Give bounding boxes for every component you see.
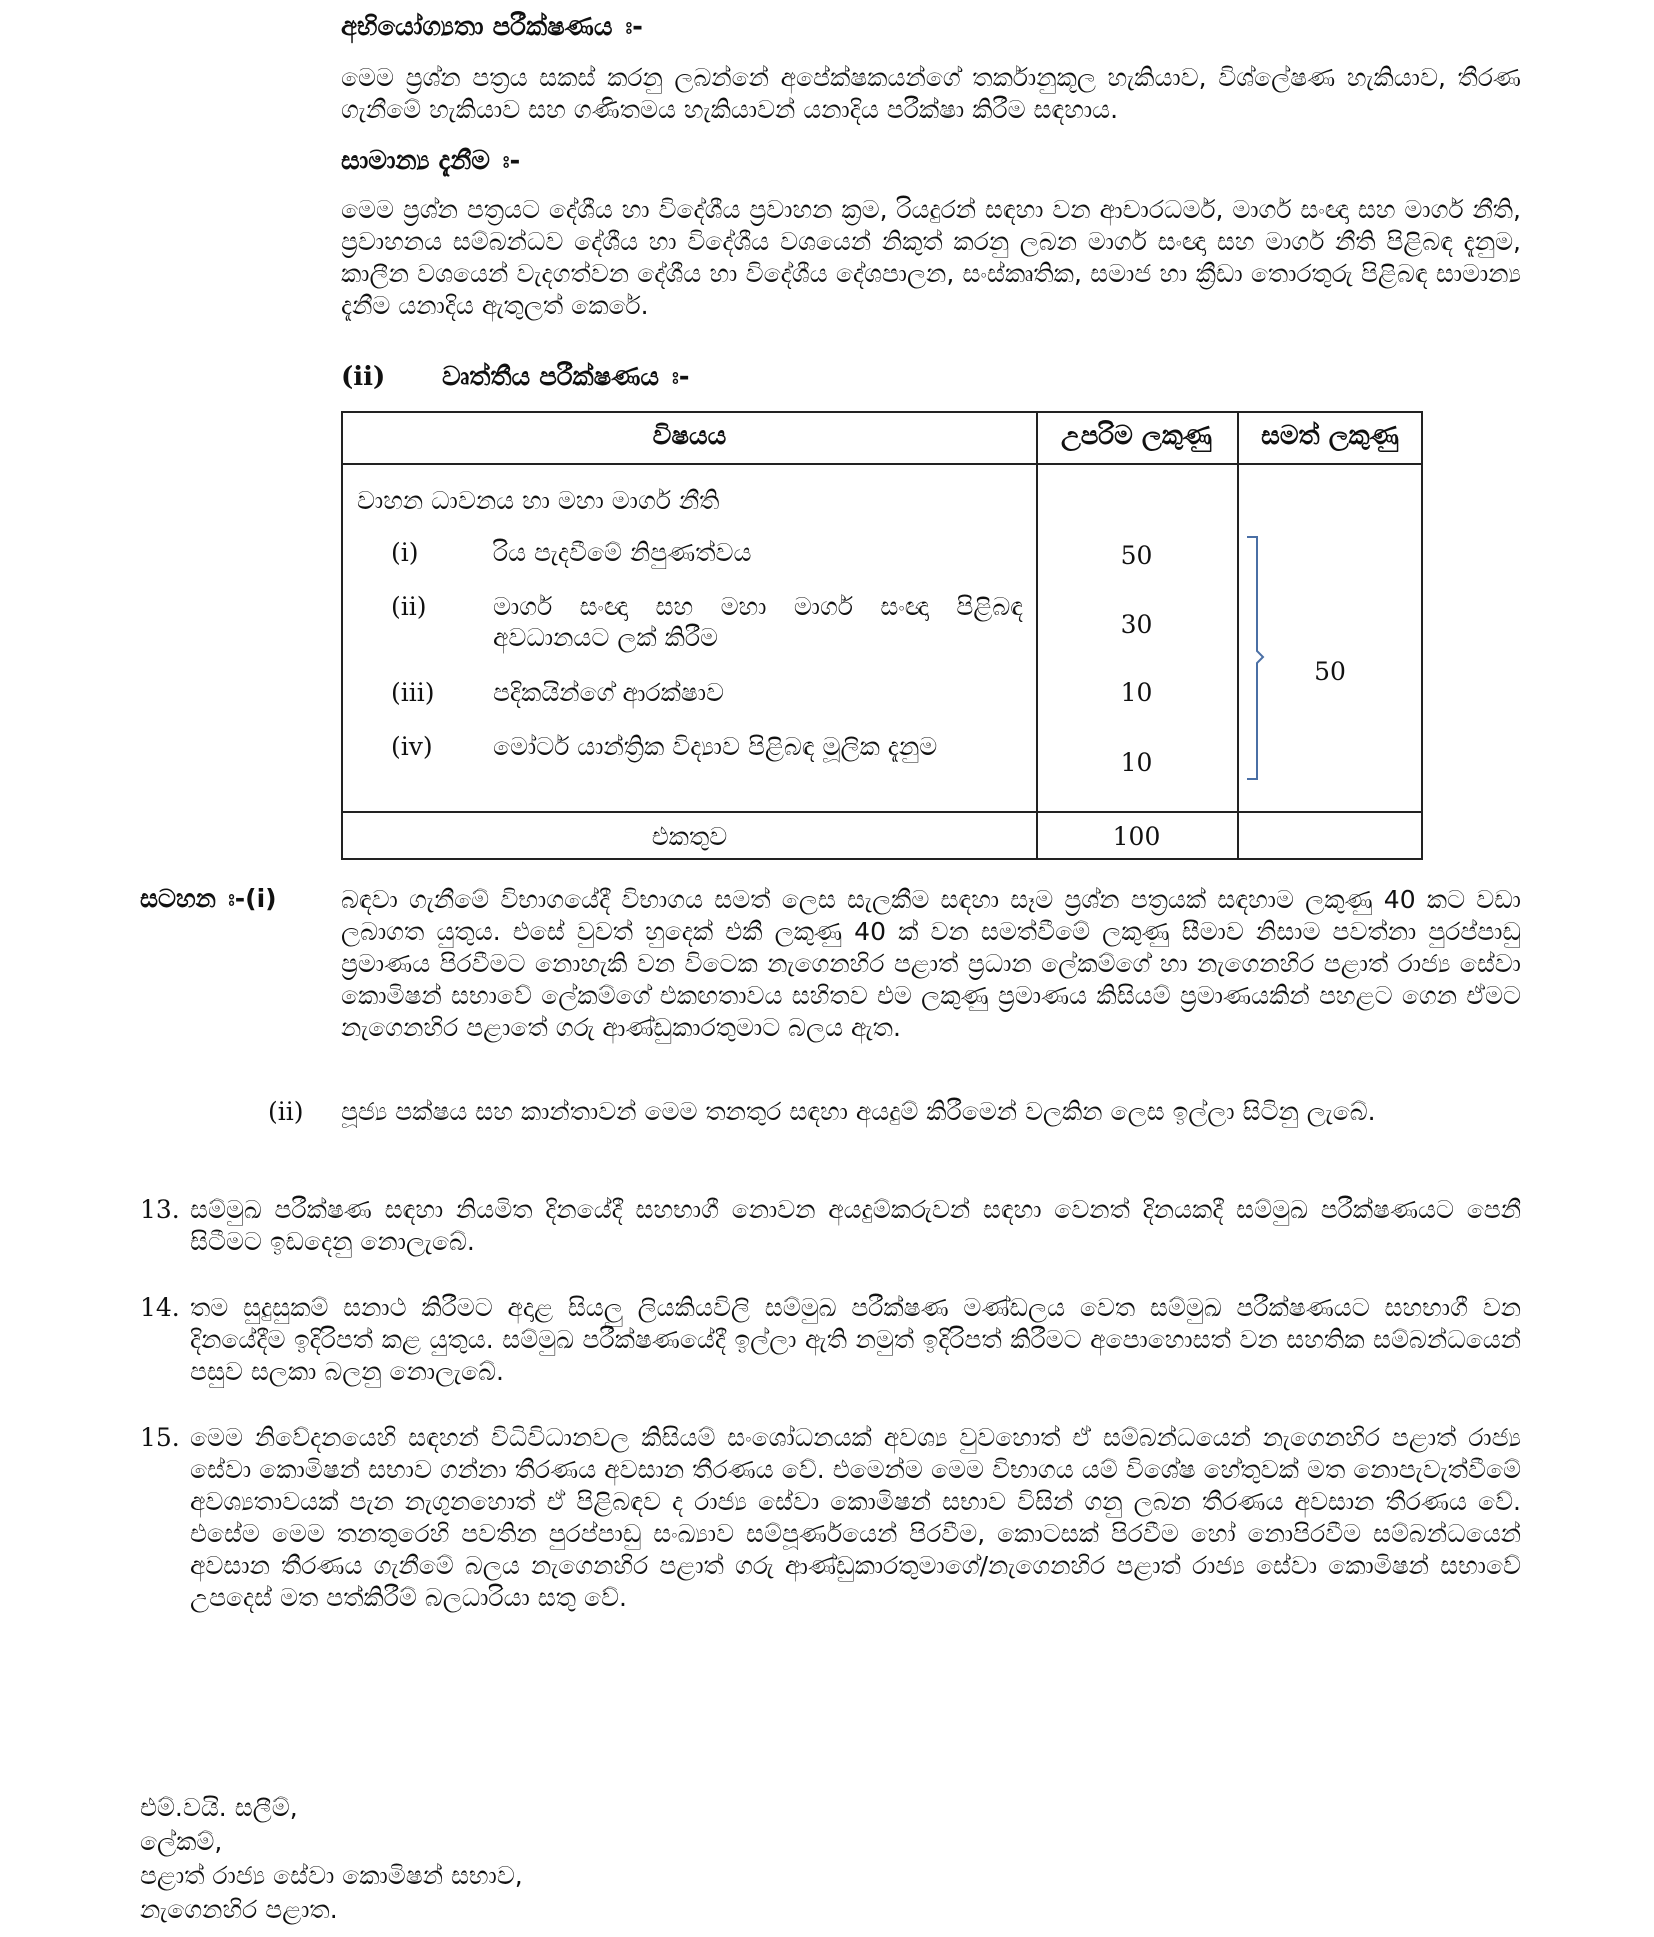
practical-index: (ii)	[341, 362, 386, 392]
item-text: මෙම නිවේදනයෙහි සඳහන් විධිවිධානවල කිසියම් සංශෝධනයක් අවශ්‍ය වුවහොත් ඒ සම්බන්ධයෙන් නැගෙනහිර පළාත් රාජ්‍ය සේවා කොමිෂන් සභාව ගන්නා තීරණය අවසාන තීරණය වේ. එමෙන්ම මෙම විභාගය යම් විශේෂ හේතුවක් මත නොපැවැත්වීමේ අවශ්‍යතාවයක් පැන නැගුනහොත් ඒ පිළිබඳව ද රාජ්‍ය සේවා කොමිෂන් සභාව විසින් ගනු ලබන තීරණය අවසාන තීරණය වේ. එසේම මෙම තනතුරෙහි පවතින පුරප්පාඩු සංඛ්‍යාව සම්පූර්ණයෙන් පිරවීම, කොටසක් පිරවීම හෝ නොපිරවීම සම්බන්ධයෙන් අවසාන තීරණය ගැනීමේ බලය නැගෙනහිර පළාත් ගරු ආණ්ඩුකාරතුමාගේ/නැගෙනහිර පළාත් රාජ්‍ය සේවා කොමිෂන් සභාවේ උපදෙස් මත පත්කිරීම් බලධාරියා සතු වේ.	[190, 1423, 1521, 1612]
header-subject: විෂයය	[652, 421, 727, 451]
signature-title: ලේකම්,	[140, 1827, 223, 1856]
general-knowledge-body: මෙම ප්‍රශ්න පත්‍රයට දේශීය හා විදේශීය ප්‍රවාහන ක්‍රම, රියදුරන් සඳහා වන ආචාරධර්ම, මාර්ග සංඥා සහ මාර්ග නීති, ප්‍රවාහනය සම්බන්ධව දේශීය හා විදේශීය වශයෙන් නිකුත් කරනු ලබන මාර්ග සංඥා සහ මාර්ග නීති පිළිබඳ දැනුම, කාලීන වශයෙන් වැදගත්වන දේශීය හා විදේශීය දේශපාලන, සංස්කෘතික, සමාජ හා ක්‍රීඩා තොරතුරු පිළිබඳ සාමාන්‍ය දැනීම යනාදිය ඇතුලත් කෙරේ.	[341, 195, 1521, 320]
item-number: 13.	[140, 1195, 180, 1224]
total-label: එකතුව	[651, 822, 728, 851]
row-max-marks: 10	[1120, 678, 1153, 707]
table-total-divider	[343, 811, 1421, 813]
signature-org: පළාත් රාජ්‍ය සේවා කොමිෂන් සභාව,	[140, 1861, 523, 1890]
row-subject: රිය පැදවීමේ නිපුණත්වය	[493, 538, 752, 567]
item-text: තම සුදුසුකම් සනාථ කිරීමට අදාළ සියලු ලියකියවිලි සම්මුඛ පරීක්ෂණ මණ්ඩලය වෙත සම්මුඛ පරීක්ෂණයට සහභාගී වන දිනයේදීම ඉදිරිපත් කළ යුතුය. සම්මුඛ පරීක්ෂණයේදී ඉල්ලා ඇති නමුත් ඉදිරිපත් කිරීමට අපොහොසත් වන සහතික සම්බන්ධයෙන් පසුව සලකා බලනු නොලැබේ.	[190, 1293, 1521, 1386]
table-col-divider	[1237, 413, 1239, 858]
header-max-marks: උපරිම ලකුණු	[1060, 421, 1213, 451]
row-max-marks: 50	[1120, 541, 1153, 570]
item-number: 14.	[140, 1293, 180, 1322]
row-subject: පදිකයින්ගේ ආරක්ෂාව	[493, 678, 725, 707]
marks-table	[341, 411, 1423, 860]
total-value: 100	[1112, 822, 1161, 851]
item-text: සම්මුඛ පරීක්ෂණ සඳහා නියමිත දිනයේදී සහභාගී නොවන අයදුම්කරුවන් සඳහා වෙනත් දිනයකදී සම්මුඛ පරීක්ෂණයට පෙනී සිටීමට ඉඩදෙනු නොලැබේ.	[190, 1195, 1521, 1256]
aptitude-heading: අභියෝග්‍යතා පරීක්ෂණය ඃ-	[341, 12, 643, 42]
note-2-index: (ii)	[268, 1097, 304, 1126]
practical-heading: වෘත්තීය පරීක්ෂණය ඃ-	[442, 362, 690, 392]
note-1: බඳවා ගැනීමේ විභාගයේදී විභාගය සමත් ලෙස සැලකීම සඳහා සෑම ප්‍රශ්න පත්‍රයක් සඳහාම ලකුණු 40 කට වඩා ලබාගත යුතුය. එසේ වුවත් හුදෙක් එකී ලකුණු 40 ක් වන සමත්වීමේ ලකුණු සීමාව නිසාම පවත්නා පුරප්පාඩු ප්‍රමාණය පිරවීමට නොහැකි වන විටෙක නැගෙනහිර පළාත් ප්‍රධාන ලේකම්ගේ හා නැගෙනහිර පළාත් රාජ්‍ය සේවා කොමිෂන් සභාවේ ලේකම්ගේ එකඟතාවය සහිතව එම ලකුණු ප්‍රමාණය කිසියම් ප්‍රමාණයකින් පහළට ගෙන ඒමට නැගෙනහිර පළාතේ ගරු ආණ්ඩුකාරතුමාට බලය ඇත.	[341, 885, 1521, 1042]
row-subject: මාර්ග සංඥා සහ මහා මාර්ග සංඥා පිළිබඳ අවධානයට ලක් කිරීම	[493, 592, 1023, 652]
pass-marks-total: 50	[1314, 657, 1346, 686]
table-header-divider	[343, 463, 1421, 465]
group-title: වාහන ධාවනය හා මහා මාර්ග නීති	[357, 486, 720, 515]
row-subject: මෝටර් යාන්ත්‍රික විද්‍යාව පිළිබඳ මූලික දැනුම	[493, 732, 938, 761]
row-index: (iii)	[391, 678, 435, 707]
signature-place: නැගෙනහිර පළාත.	[140, 1895, 338, 1924]
note-2: පූජ්‍ය පක්ෂය සහ කාන්තාවන් මෙම තනතුර සඳහා අයදුම් කිරීමෙන් වලකින ලෙස ඉල්ලා සිටිනු ලැබේ.	[341, 1097, 1376, 1126]
notes-label: සටහන ඃ-(i)	[140, 884, 277, 913]
row-index: (ii)	[391, 592, 427, 621]
row-max-marks: 30	[1120, 610, 1153, 639]
aptitude-body: මෙම ප්‍රශ්න පත්‍රය සකස් කරනු ලබන්නේ අපේක්ෂකයන්ගේ තර්කානුකූල හැකියාව, විශ්ලේෂණ හැකියාව, තීරණ ගැනීමේ හැකියාව සහ ගණිතමය හැකියාවන් යනාදිය පරීක්ෂා කිරීම සඳහාය.	[341, 63, 1521, 124]
row-index: (iv)	[391, 732, 433, 761]
row-max-marks: 10	[1120, 748, 1153, 777]
signature-name: එම්.වයි. සලීම්,	[140, 1793, 298, 1822]
item-number: 15.	[140, 1423, 180, 1452]
general-knowledge-heading: සාමාන්‍ය දැනීම ඃ-	[341, 146, 521, 176]
header-pass-marks: සමත් ලකුණු	[1261, 421, 1399, 451]
row-index: (i)	[391, 538, 419, 567]
